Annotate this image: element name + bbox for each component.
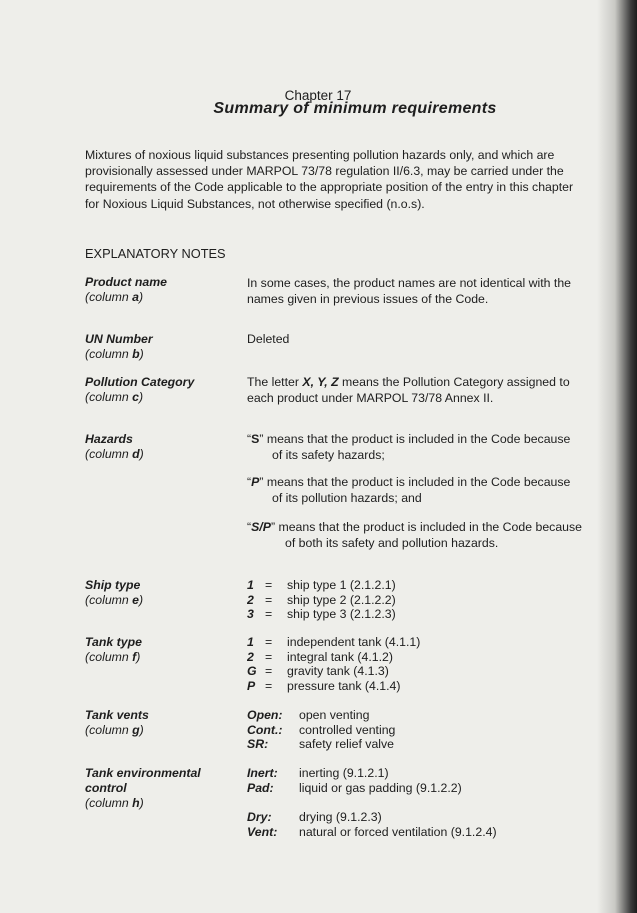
term-label: Tank type xyxy=(85,635,142,649)
code-key: Inert: xyxy=(247,766,278,780)
term-label: UN Number xyxy=(85,332,153,346)
desc-line xyxy=(247,520,627,536)
term-tank-vents xyxy=(85,708,149,738)
column-ref xyxy=(85,290,167,305)
tank-vent-row xyxy=(247,708,627,723)
term-label: Tank environmental xyxy=(85,766,201,780)
tank-vent-row xyxy=(247,723,627,738)
intro-line: Mixtures of noxious liquid substances presenting pollution hazards only, and which are xyxy=(85,148,555,162)
hazard-code: S/P xyxy=(251,520,271,534)
desc-line: names given in previous issues of the Code. xyxy=(247,291,489,306)
chapter-label: Chapter 17 xyxy=(284,88,352,103)
code-key: Vent: xyxy=(247,824,278,839)
column-word: (column xyxy=(85,347,133,361)
desc-line: each product under MARPOL 73/78 Annex II. xyxy=(247,390,494,405)
quote-mark: “ xyxy=(247,432,252,446)
tank-type-row xyxy=(247,679,627,694)
tank-vent-row xyxy=(247,737,627,752)
column-letter: c xyxy=(132,390,139,404)
column-letter: f xyxy=(132,650,137,664)
section-heading: EXPLANATORY NOTES xyxy=(85,246,226,261)
code-value: independent tank (4.1.1) xyxy=(287,635,421,649)
column-ref xyxy=(85,390,194,405)
desc-text: means that the product is included in the Code because xyxy=(275,520,582,534)
desc-text: The letter xyxy=(247,375,303,389)
desc-line xyxy=(247,475,627,491)
equals-sign: = xyxy=(265,679,273,694)
intro-line: provisionally assessed under MARPOL 73/78 regulation II/6.3, may be carried under the xyxy=(85,164,564,179)
code-key: SR: xyxy=(247,737,269,752)
code-value: gravity tank (4.1.3) xyxy=(287,664,389,679)
tank-env-row xyxy=(247,825,627,840)
code-value: ship type 1 (2.1.2.1) xyxy=(287,578,396,592)
quote-mark: “ xyxy=(247,520,252,534)
desc-line: of its pollution hazards; and xyxy=(272,490,422,505)
desc-pollution-category xyxy=(247,375,627,406)
code-value: drying (9.1.2.3) xyxy=(299,810,382,824)
code-key: Cont.: xyxy=(247,722,283,737)
term-label: Tank vents xyxy=(85,708,149,722)
equals-sign: = xyxy=(265,578,273,592)
tank-type-row xyxy=(247,650,627,665)
column-word: (column xyxy=(85,650,133,664)
category-letters: X, Y, Z xyxy=(302,375,339,389)
term-label: Ship type xyxy=(85,578,141,592)
ship-type-row xyxy=(247,578,627,593)
ship-type-list xyxy=(247,578,627,622)
hazard-item-p xyxy=(247,475,627,506)
equals-sign: = xyxy=(265,635,273,649)
hazard-item-sp xyxy=(247,520,627,551)
code-key: Dry: xyxy=(247,810,272,824)
tank-type-row xyxy=(247,635,627,650)
tank-env-row xyxy=(247,781,627,796)
column-word: (column xyxy=(85,593,133,607)
code-key: 1 xyxy=(247,635,254,649)
term-pollution-category xyxy=(85,375,194,405)
tank-type-row xyxy=(247,664,627,679)
desc-line xyxy=(247,375,627,391)
desc-line: of its safety hazards; xyxy=(272,447,385,462)
equals-sign: = xyxy=(265,592,273,607)
code-key: P xyxy=(247,679,256,694)
term-tank-type xyxy=(85,635,142,665)
term-ship-type xyxy=(85,578,143,608)
quote-mark: ” xyxy=(259,475,264,489)
column-letter: h xyxy=(132,796,140,810)
hazard-code: S xyxy=(251,432,260,446)
term-un-number xyxy=(85,332,153,362)
term-tank-environmental-control xyxy=(85,766,201,811)
column-close: ) xyxy=(139,723,144,737)
code-value: safety relief valve xyxy=(299,737,395,752)
term-hazards xyxy=(85,432,144,462)
column-ref xyxy=(85,796,201,811)
column-ref xyxy=(85,347,153,362)
code-key: Pad: xyxy=(247,780,274,795)
code-key: G xyxy=(247,664,257,679)
intro-line: for Noxious Liquid Substances, not otherwise specified (n.o.s). xyxy=(85,196,425,211)
desc-line: In some cases, the product names are not identical with the xyxy=(247,276,571,290)
code-value: pressure tank (4.1.4) xyxy=(287,679,401,694)
equals-sign: = xyxy=(265,649,273,664)
column-letter: b xyxy=(132,347,140,361)
code-key: Open: xyxy=(247,708,283,722)
code-key: 2 xyxy=(247,592,254,607)
column-close: ) xyxy=(136,650,141,664)
code-value: natural or forced ventilation (9.1.2.4) xyxy=(299,824,497,839)
desc-product-name xyxy=(247,276,627,307)
tank-env-row xyxy=(247,810,627,825)
tank-vents-list xyxy=(247,708,627,752)
column-close: ) xyxy=(139,796,144,810)
code-key: 1 xyxy=(247,578,254,592)
code-key: 2 xyxy=(247,649,254,664)
column-close: ) xyxy=(139,290,144,304)
hazard-item-s xyxy=(247,432,627,463)
term-label: Hazards xyxy=(85,432,133,446)
equals-sign: = xyxy=(265,664,273,679)
column-close: ) xyxy=(139,390,144,404)
desc-line: of both its safety and pollution hazards. xyxy=(285,535,499,550)
column-letter: e xyxy=(132,593,139,607)
term-label: Product name xyxy=(85,275,167,289)
column-ref xyxy=(85,593,143,608)
code-key: 3 xyxy=(247,607,254,622)
code-value: controlled venting xyxy=(299,722,396,737)
code-value: liquid or gas padding (9.1.2.2) xyxy=(299,780,462,795)
chapter-title: Summary of minimum requirements xyxy=(213,100,497,117)
column-ref xyxy=(85,650,142,665)
intro-line: requirements of the Code applicable to the appropriate position of the entry in this chapter xyxy=(85,180,574,195)
code-value: ship type 3 (2.1.2.3) xyxy=(287,607,396,622)
column-letter: a xyxy=(132,290,139,304)
tank-type-list xyxy=(247,635,627,694)
desc-un-number: Deleted xyxy=(247,332,290,346)
column-close: ) xyxy=(139,347,144,361)
column-letter: d xyxy=(132,447,140,461)
column-word: (column xyxy=(85,447,133,461)
term-product-name xyxy=(85,275,167,305)
equals-sign: = xyxy=(265,607,273,622)
code-value: open venting xyxy=(299,708,370,722)
column-letter: g xyxy=(132,723,140,737)
code-value: ship type 2 (2.1.2.2) xyxy=(287,592,396,607)
tank-env-row xyxy=(247,766,627,781)
code-value: inerting (9.1.2.1) xyxy=(299,766,389,780)
column-ref xyxy=(85,447,144,462)
column-word: (column xyxy=(85,796,133,810)
quote-mark: ” xyxy=(270,520,276,534)
column-word: (column xyxy=(85,723,133,737)
desc-text: means the Pollution Category assigned to xyxy=(338,375,570,389)
desc-text: means that the product is included in the Code because xyxy=(263,475,571,489)
column-close: ) xyxy=(139,447,144,461)
quote-mark: “ xyxy=(247,475,252,489)
term-label: Pollution Category xyxy=(85,375,195,389)
column-word: (column xyxy=(85,390,133,404)
column-word: (column xyxy=(85,290,133,304)
desc-line xyxy=(247,432,627,448)
quote-mark: ” xyxy=(259,432,264,446)
tank-env-list-a xyxy=(247,766,627,795)
desc-text: means that the product is included in the Code because xyxy=(263,432,571,446)
hazard-code: P xyxy=(251,475,260,489)
ship-type-row xyxy=(247,593,627,608)
column-close: ) xyxy=(139,593,144,607)
tank-env-list-b xyxy=(247,810,627,839)
intro-paragraph xyxy=(85,147,637,212)
column-ref xyxy=(85,723,149,738)
term-label: control xyxy=(85,781,127,795)
ship-type-row xyxy=(247,607,627,622)
code-value: integral tank (4.1.2) xyxy=(287,649,393,664)
